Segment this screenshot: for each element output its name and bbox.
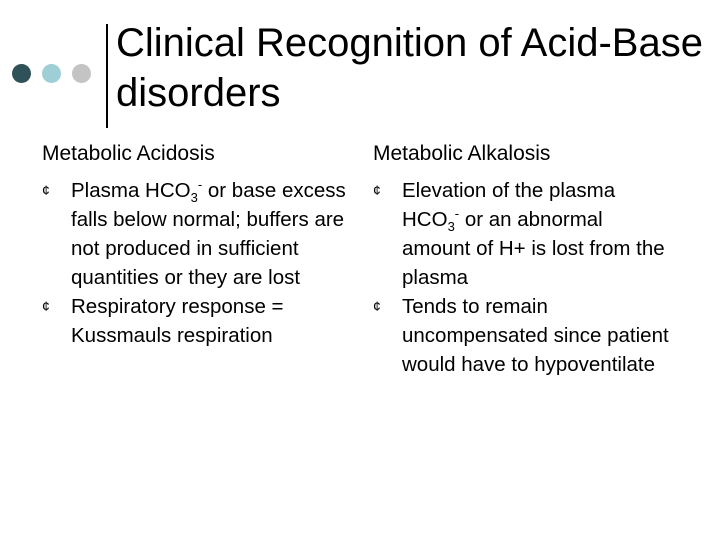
bullet-text-part: Plasma HCO bbox=[71, 179, 191, 202]
light-teal-dot bbox=[42, 64, 61, 83]
right-column-heading: Metabolic Alkalosis bbox=[373, 142, 551, 165]
right-bullet-list bbox=[373, 176, 673, 379]
bullet-text: Respiratory response = Kussmauls respiration bbox=[71, 295, 284, 347]
left-bullet-1 bbox=[42, 176, 347, 292]
subscript: 3 bbox=[190, 190, 198, 206]
right-column bbox=[373, 140, 673, 379]
left-column bbox=[42, 140, 347, 350]
bullet-icon: ¢ bbox=[373, 182, 381, 198]
left-column-heading: Metabolic Acidosis bbox=[42, 142, 215, 165]
right-bullet-1 bbox=[373, 176, 673, 292]
left-bullet-list bbox=[42, 176, 347, 350]
bullet-icon: ¢ bbox=[42, 298, 50, 314]
bullet-icon: ¢ bbox=[373, 298, 381, 314]
left-bullet-2 bbox=[42, 292, 347, 350]
subscript: 3 bbox=[447, 219, 455, 235]
title-divider bbox=[106, 24, 108, 128]
bullet-text-part: or base excess falls below normal; buffers are not produced in sufficient quantities or they are lost bbox=[71, 179, 346, 289]
gray-dot bbox=[72, 64, 91, 83]
decorative-dots bbox=[12, 64, 96, 84]
bullet-text-part: Elevation of the plasma HCO bbox=[402, 179, 616, 231]
superscript: - bbox=[197, 177, 203, 193]
right-bullet-2 bbox=[373, 292, 673, 379]
slide-title: Clinical Recognition of Acid-Base disorders bbox=[116, 21, 703, 115]
dark-teal-dot bbox=[12, 64, 31, 83]
bullet-text: Tends to remain uncompensated since patient would have to hypoventilate bbox=[402, 295, 669, 376]
bullet-text-part: or an abnormal amount of H+ is lost from the plasma bbox=[402, 208, 665, 289]
bullet-icon: ¢ bbox=[42, 182, 50, 198]
superscript: - bbox=[454, 206, 460, 222]
